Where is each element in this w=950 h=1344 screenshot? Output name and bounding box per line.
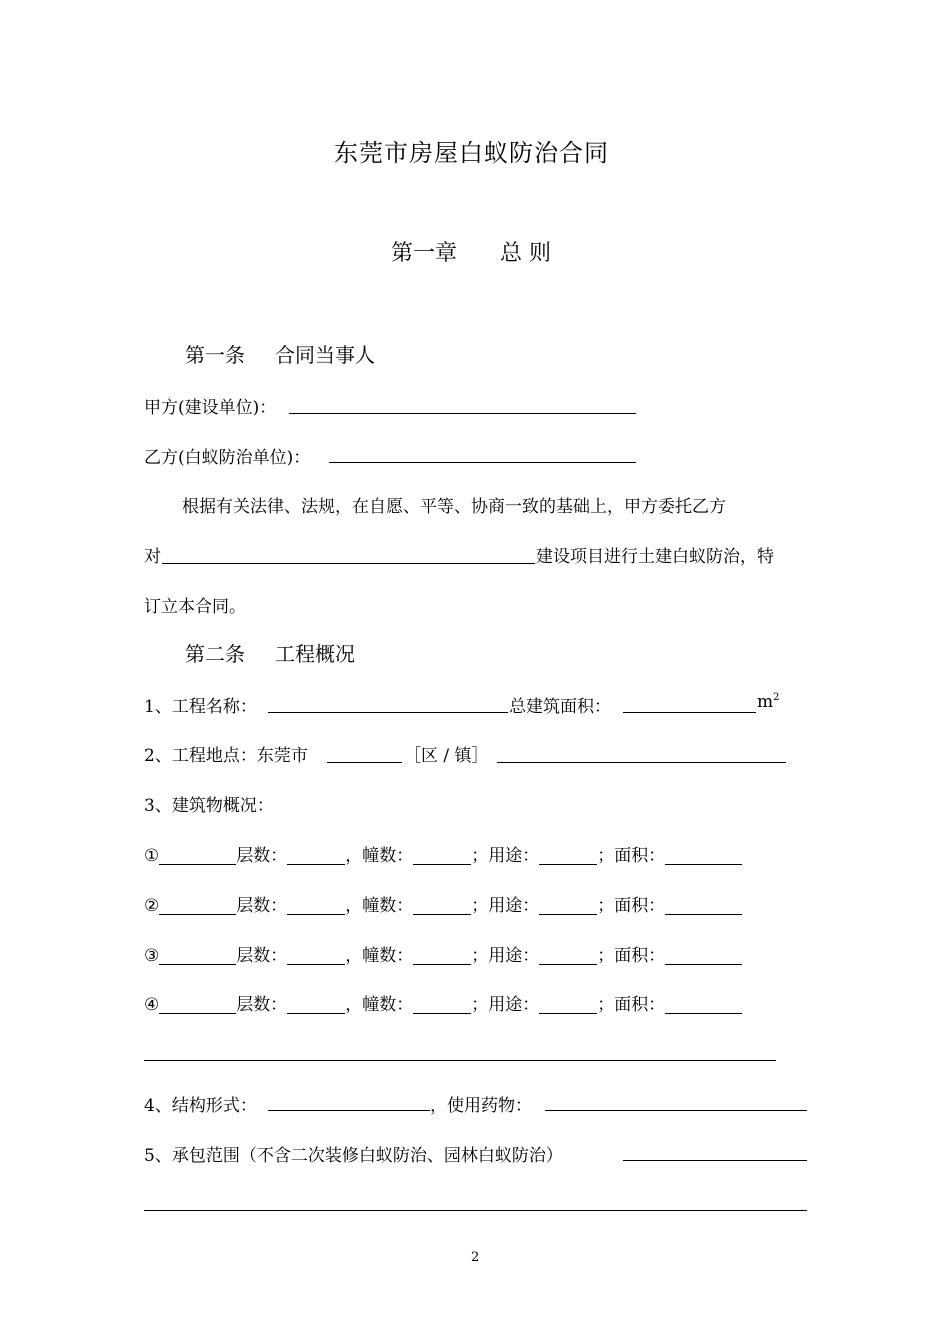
use-field[interactable] — [539, 896, 597, 915]
scope-field-continued[interactable] — [144, 1210, 807, 1211]
extra-building-field[interactable] — [144, 1060, 776, 1061]
article1-number: 第一条 — [185, 343, 245, 367]
article1-para-line2-end: 建设项目进行土建白蚁防治，特 — [536, 547, 774, 567]
building-row: ② 层数： ，幢数： ；用途： ；面积： — [144, 891, 742, 916]
use-field[interactable] — [539, 946, 597, 965]
city-field[interactable] — [327, 762, 402, 763]
structure-field[interactable] — [268, 1110, 430, 1111]
building-name-field[interactable] — [159, 946, 236, 965]
item4-label: 4、结构形式： — [144, 1096, 257, 1116]
item2-label: 2、工程地点：东莞市 — [144, 746, 308, 766]
item1-unit: $m^2$ — [757, 692, 780, 712]
building-name-field[interactable] — [159, 995, 236, 1014]
building-marker: ① — [144, 846, 160, 866]
article1-para-line1: 根据有关法律、法规，在自愿、平等、协商一致的基础上，甲方委托乙方 — [182, 497, 726, 517]
project-name-field[interactable] — [162, 563, 535, 564]
area-field[interactable] — [665, 896, 742, 915]
building-row: ① 层数： ，幢数： ；用途： ；面积： — [144, 841, 742, 866]
count-field[interactable] — [413, 995, 471, 1014]
floors-field[interactable] — [287, 946, 345, 965]
area-field[interactable] — [665, 946, 742, 965]
article2-heading: 工程概况 — [275, 642, 355, 666]
scope-field[interactable] — [623, 1160, 807, 1161]
count-field[interactable] — [413, 896, 471, 915]
building-name-field[interactable] — [159, 896, 236, 915]
article1-para-line2-start: 对 — [144, 547, 161, 567]
floors-field[interactable] — [287, 896, 345, 915]
use-field[interactable] — [539, 995, 597, 1014]
article1-heading: 合同当事人 — [275, 343, 375, 367]
building-marker: ② — [144, 896, 160, 916]
building-marker: ④ — [144, 995, 160, 1015]
party-a-label: 甲方(建设单位)： — [144, 398, 277, 418]
building-name-field[interactable] — [159, 846, 236, 865]
document-title: 东莞市房屋白蚁防治合同 — [334, 139, 609, 167]
item1-area-label: 总建筑面积： — [509, 697, 611, 717]
location-field[interactable] — [497, 762, 786, 763]
building-row: ④ 层数： ，幢数： ；用途： ；面积： — [144, 990, 742, 1015]
count-field[interactable] — [413, 846, 471, 865]
use-field[interactable] — [539, 846, 597, 865]
item1-label: 1、工程名称： — [144, 697, 257, 717]
area-field[interactable] — [665, 846, 742, 865]
count-field[interactable] — [413, 946, 471, 965]
building-marker: ③ — [144, 946, 160, 966]
item2-district-label: ［区 / 镇］ — [404, 746, 489, 766]
party-a-field[interactable] — [289, 413, 636, 414]
floors-field[interactable] — [287, 995, 345, 1014]
chapter-name: 总 则 — [500, 241, 551, 266]
item4-drug-label: ，使用药物： — [430, 1096, 532, 1116]
item5-label: 5、承包范围（不含二次装修白蚁防治、园林白蚁防治） — [144, 1146, 563, 1166]
building-row: ③ 层数： ，幢数： ；用途： ；面积： — [144, 941, 742, 966]
chapter-number: 第一章 — [391, 241, 458, 266]
article2-number: 第二条 — [185, 642, 245, 666]
page-number: 2 — [471, 1250, 480, 1265]
item3-label: 3、建筑物概况： — [144, 796, 274, 816]
party-b-field[interactable] — [329, 462, 636, 463]
party-b-label: 乙方(白蚁防治单位)： — [144, 448, 311, 468]
total-area-field[interactable] — [623, 712, 756, 713]
floors-field[interactable] — [287, 846, 345, 865]
project-title-field[interactable] — [268, 712, 508, 713]
article1-para-line3: 订立本合同。 — [144, 597, 246, 617]
area-field[interactable] — [665, 995, 742, 1014]
drug-field[interactable] — [545, 1110, 807, 1111]
